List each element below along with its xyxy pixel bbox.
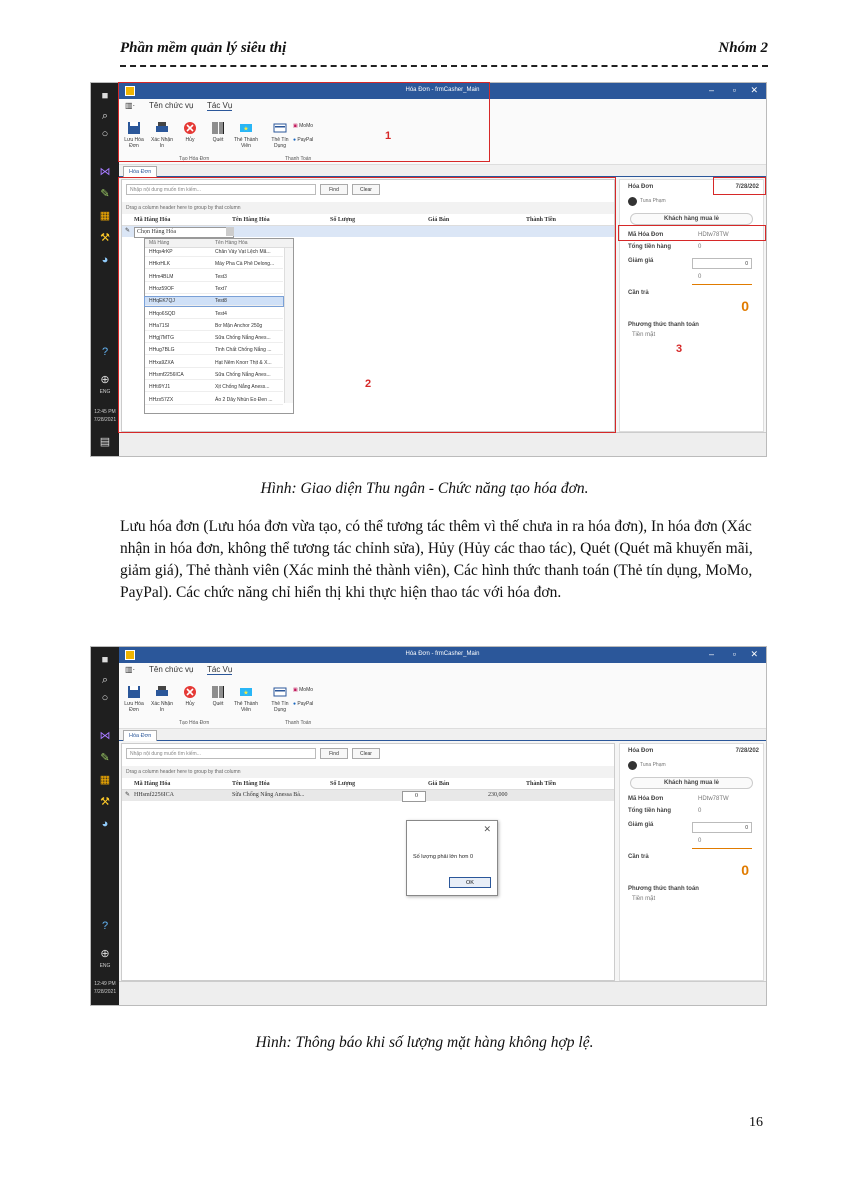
list-item-code: HHzx57ZX	[149, 396, 174, 403]
column-gia-ban[interactable]: Giá Bán	[428, 781, 450, 787]
list-item-code: HHgj7MTG	[149, 335, 175, 342]
find-button[interactable]: Find	[320, 748, 348, 759]
cancel-button[interactable]: Hủy	[177, 121, 203, 143]
user-name: Tuna Phạm	[640, 198, 666, 204]
maximize-icon[interactable]: ▫	[732, 649, 736, 659]
discount-input[interactable]: 0	[692, 822, 752, 833]
dropdown-col-name: Tên Hàng Hóa	[215, 240, 248, 246]
list-item-code: HHoz59OF	[149, 285, 175, 292]
windows-taskbar	[91, 83, 119, 456]
invoice-date: 7/28/202	[735, 184, 759, 190]
momo-icon: ▣	[293, 687, 298, 693]
column-so-luong[interactable]: Số Lượng	[330, 217, 356, 223]
total-label: Tổng tiền hàng	[628, 808, 671, 814]
list-item-name: Áo 2 Dây Nhún Eo Đen ...	[215, 396, 273, 403]
menu-tac-vu[interactable]: Tác Vụ	[207, 101, 233, 110]
visual-studio-icon[interactable]: ⋈	[99, 166, 111, 178]
help-icon[interactable]: ?	[101, 346, 109, 358]
edit-icon: ✎	[125, 792, 131, 798]
scan-button[interactable]: Quét	[205, 121, 231, 143]
task-view-icon[interactable]: ○	[101, 128, 109, 140]
clock-date[interactable]: 7/28/2021	[93, 417, 117, 423]
printer-icon	[155, 685, 169, 699]
list-item-name: Chân Váy Vạt Lệch Mã...	[215, 249, 271, 255]
close-icon[interactable]: ✕	[483, 824, 491, 834]
cancel-button[interactable]: Hủy	[177, 685, 203, 707]
user-icon	[628, 197, 637, 206]
momo-option[interactable]: ▣ MoMo	[293, 687, 314, 693]
find-button[interactable]: Find	[320, 184, 348, 195]
clock-time[interactable]: 12:49 PM	[94, 981, 116, 987]
tools-icon[interactable]: ⚒	[100, 232, 110, 244]
paypal-icon: ●	[293, 701, 297, 707]
annotation-label-2: 2	[365, 378, 372, 390]
maximize-icon[interactable]: ▫	[732, 85, 736, 95]
list-item-code: HHsmf2256ICA	[149, 372, 184, 378]
column-headers	[122, 778, 614, 790]
windows-start-icon[interactable]: ■	[101, 90, 109, 102]
caption-figure-2: Hình: Thông báo khi số lượng mặt hàng không hợp lệ.	[255, 1034, 594, 1051]
credit-card-button[interactable]: Thẻ Tín Dụng	[267, 685, 293, 713]
annotation-box-1	[118, 82, 490, 162]
list-item-name: Tinh Chất Chống Nắng ...	[215, 347, 272, 354]
help-icon[interactable]: ?	[101, 920, 109, 932]
search-input[interactable]: Nhập nội dung muốn tìm kiếm...	[126, 184, 316, 195]
search-icon[interactable]: ⌕	[101, 110, 109, 122]
app-icon[interactable]: ▦	[99, 774, 111, 786]
validation-dialog	[406, 820, 498, 896]
network-icon[interactable]: ⊕	[100, 948, 110, 960]
cancel-icon	[183, 685, 197, 699]
close-icon[interactable]: ✕	[750, 649, 758, 659]
group-panel: Drag a column header here to group by that column	[122, 766, 614, 778]
column-ten-hang-hoa[interactable]: Tên Hàng Hóa	[232, 781, 270, 787]
total-label: Tổng tiền hàng	[628, 244, 671, 250]
group-name: Nhóm 2	[718, 40, 768, 56]
list-item-name: Text7	[215, 285, 227, 292]
list-item-code: HHug7BLG	[149, 347, 175, 354]
code-label: Mã Hóa Đơn	[628, 796, 664, 802]
list-item-name: Hạt Nêm Knorr Thịt & X...	[215, 359, 272, 366]
momo-option[interactable]: ▣ MoMo	[293, 123, 314, 129]
member-card-button[interactable]: ★ Thẻ Thành Viên	[233, 685, 259, 713]
save-invoice-button[interactable]: Lưu Hóa Đơn	[121, 121, 147, 149]
paint-icon[interactable]: ✎	[100, 188, 110, 200]
status-bar	[119, 981, 766, 1005]
member-card-icon	[239, 685, 253, 699]
list-item-code: HHqs4rKP	[149, 249, 173, 255]
confirm-print-button[interactable]: Xác Nhận In	[149, 121, 175, 149]
window-title: Hóa Đơn - frmCasher_Main	[405, 87, 480, 93]
group-panel: Drag a column header here to group by that column	[122, 202, 614, 214]
dropdown-col-code: Mã Hàng	[149, 240, 170, 246]
list-item-code: HHti9YJ1	[149, 384, 171, 391]
annotation-label-3: 3	[676, 343, 683, 355]
list-item-code: HHkrHLK	[149, 261, 171, 268]
invoice-label: Hóa Đơn	[628, 184, 654, 190]
table-row[interactable]	[122, 790, 614, 801]
payment-method[interactable]: Tiền mặt	[632, 896, 656, 902]
column-ten-hang-hoa[interactable]: Tên Hàng Hóa	[232, 217, 270, 223]
body-paragraph: Lưu hóa đơn (Lưu hóa đơn vừa tạo, có thể tương tác thêm vì thế chưa in ra hóa đơn), In hóa đơn (Xác nhận in hóa đơn, không thể tương tác chỉnh sửa), Hủy (Hủy các thao tác), Quét (Quét mã khuyến mãi, giảm giá), Thẻ thành viên (Xác minh thẻ thành viên), Các hình thức thanh toán (Thẻ tín dụng, MoMo, PayPal). Các chức năng chỉ hiển thị khi thực hiện thao tác với hóa đơn.	[120, 518, 753, 601]
clock-time[interactable]: 12:45 PM	[94, 409, 116, 415]
minimize-icon[interactable]: –	[708, 85, 714, 95]
customer-button[interactable]: Khách hàng mua lẻ	[630, 777, 753, 789]
clear-button[interactable]: Clear	[352, 184, 380, 195]
invoice-code: HDtw78TW	[698, 796, 729, 802]
payment-method-label: Phương thức thanh toán	[628, 322, 699, 328]
status-bar	[119, 432, 766, 456]
task-view-icon[interactable]: ○	[101, 692, 109, 704]
title-bar	[119, 647, 766, 663]
clear-button[interactable]: Clear	[352, 748, 380, 759]
confirm-print-button[interactable]: Xác Nhận In	[149, 685, 175, 713]
paypal-option[interactable]: ● PayPal	[293, 701, 314, 707]
minimize-icon[interactable]: –	[708, 649, 714, 659]
tab-strip	[119, 729, 766, 741]
column-ma-hang-hoa[interactable]: Mã Hàng Hóa	[134, 781, 171, 787]
annotation-box-2	[118, 177, 616, 433]
total-value: 0	[698, 808, 702, 814]
column-ma-hang-hoa[interactable]: Mã Hàng Hóa	[134, 217, 171, 223]
product-select[interactable]: Chọn Hàng Hóa	[134, 227, 234, 238]
search-icon[interactable]: ⌕	[101, 674, 109, 686]
paint-icon[interactable]: ✎	[100, 752, 110, 764]
menu-tac-vu[interactable]: Tác Vụ	[207, 665, 233, 674]
invoice-label: Hóa Đơn	[628, 748, 654, 754]
due-label: Cần trả	[628, 290, 649, 296]
edit-icon: ✎	[125, 228, 131, 234]
windows-start-icon[interactable]: ■	[101, 654, 109, 666]
due-label: Cần trả	[628, 854, 649, 860]
payment-method[interactable]: Tiền mặt	[632, 332, 656, 338]
row-product-code[interactable]: HHsmf2256ICA	[134, 792, 174, 798]
header-divider	[120, 65, 768, 67]
page-number: 16	[749, 1115, 763, 1130]
group-create-invoice: Tạo Hóa Đơn	[179, 720, 210, 726]
annotation-box-date	[713, 177, 766, 195]
paypal-option[interactable]: ● PayPal	[293, 137, 314, 143]
group-payment: Thanh Toán	[285, 156, 312, 162]
list-item-name: Máy Pha Cà Phê Delong...	[215, 261, 275, 268]
due-value: 0	[741, 862, 749, 878]
code-label: Mã Hóa Đơn	[628, 232, 664, 238]
quantity-stepper[interactable]: 0	[402, 791, 426, 802]
discount-value: 0	[698, 838, 702, 844]
tab-hoa-don[interactable]: Hóa Đơn	[123, 730, 157, 741]
app-icon[interactable]: ▦	[99, 210, 111, 222]
due-divider	[692, 848, 752, 849]
annotation-box-code	[618, 225, 766, 241]
tab-strip	[119, 165, 766, 177]
invoice-summary	[619, 743, 764, 981]
row-product-name: Sữa Chống Nắng Anessa Bả...	[232, 792, 305, 798]
close-icon[interactable]: ✕	[750, 85, 758, 95]
discount-input[interactable]: 0	[692, 258, 752, 269]
windows-taskbar	[91, 647, 119, 1005]
menu-icon[interactable]: ▥·	[125, 101, 136, 110]
row-price: 230,000	[488, 792, 508, 798]
user-name: Tuna Phạm	[640, 762, 666, 768]
list-item-name: Xịt Chống Nắng Aness...	[215, 384, 270, 391]
payment-method-label: Phương thức thanh toán	[628, 886, 699, 892]
due-divider	[692, 284, 752, 285]
menu-ten-chuc-vu[interactable]: Tên chức vụ	[149, 101, 194, 110]
language-indicator[interactable]: ENG	[99, 389, 111, 395]
ribbon	[119, 663, 766, 729]
menu-icon[interactable]: ▥·	[125, 665, 136, 674]
window-title: Hóa Đơn - frmCasher_Main	[405, 651, 480, 657]
list-item-code: HHqEK7QJ	[149, 298, 175, 305]
list-item-name: Test8	[215, 298, 227, 305]
list-item-name: Sữa Chống Nắng Anes...	[215, 372, 271, 378]
invoice-summary	[619, 179, 764, 432]
list-item-name: Sữa Chống Nắng Anes...	[215, 335, 271, 342]
save-icon	[127, 685, 141, 699]
paypal-icon: ●	[293, 137, 297, 143]
column-gia-ban[interactable]: Giá Bán	[428, 217, 450, 223]
menu-ten-chuc-vu[interactable]: Tên chức vụ	[149, 665, 194, 674]
due-value: 0	[741, 298, 749, 314]
credit-card-button[interactable]: Thẻ Tín Dụng	[267, 121, 293, 149]
svg-text:★: ★	[243, 126, 249, 133]
total-value: 0	[698, 244, 702, 250]
search-input[interactable]: Nhập nội dung muốn tìm kiếm...	[126, 748, 316, 759]
page-header	[120, 40, 768, 70]
invoice-code: HDtw78TW	[698, 232, 729, 238]
caption-figure-1: Hình: Giao diện Thu ngân - Chức năng tạo hóa đơn.	[260, 480, 589, 497]
save-invoice-button[interactable]: Lưu Hóa Đơn	[121, 685, 147, 713]
language-indicator[interactable]: ENG	[99, 963, 111, 969]
invoice-grid	[121, 743, 615, 981]
barcode-icon	[211, 685, 225, 699]
visual-studio-icon[interactable]: ⋈	[99, 730, 111, 742]
tools-icon[interactable]: ⚒	[100, 796, 110, 808]
discount-label: Giảm giá	[628, 258, 654, 264]
notification-icon[interactable]: ▤	[99, 436, 111, 448]
column-thanh-tien[interactable]: Thành Tiền	[526, 781, 556, 787]
ok-button[interactable]: OK	[449, 877, 491, 888]
list-item-code: HHa71SI	[149, 322, 170, 329]
member-card-button[interactable]: ★ Thẻ Thành Viên	[233, 121, 259, 149]
annotation-label-1: 1	[385, 130, 392, 142]
list-item-name: Bơ Mặn Anchor 250g	[215, 322, 263, 329]
list-item-code: HHqo6SQD	[149, 310, 176, 317]
invoice-date: 7/28/202	[735, 748, 759, 754]
paint-palette-icon[interactable]: ◕	[101, 254, 109, 266]
customer-button[interactable]: Khách hàng mua lẻ	[630, 213, 753, 225]
list-item-code: HHm4BLM	[149, 273, 174, 280]
svg-text:★: ★	[243, 690, 249, 697]
list-item-name: Test4	[215, 310, 227, 317]
document-title: Phần mềm quản lý siêu thị	[120, 40, 287, 56]
group-payment: Thanh Toán	[285, 720, 312, 726]
discount-label: Giảm giá	[628, 822, 654, 828]
tab-hoa-don[interactable]: Hóa Đơn	[123, 166, 157, 177]
dialog-message: Số lượng phải lớn hơn 0	[413, 854, 474, 860]
network-icon[interactable]: ⊕	[100, 374, 110, 386]
paint-palette-icon[interactable]: ◕	[101, 818, 109, 830]
column-thanh-tien[interactable]: Thành Tiền	[526, 217, 556, 223]
column-so-luong[interactable]: Số Lượng	[330, 781, 356, 787]
group-create-invoice: Tạo Hóa Đơn	[179, 156, 210, 162]
momo-icon: ▣	[293, 123, 298, 129]
discount-value: 0	[698, 274, 702, 280]
credit-card-icon	[273, 685, 287, 699]
user-icon	[628, 761, 637, 770]
list-item-code: HHxa9ZXA	[149, 359, 175, 366]
scan-button[interactable]: Quét	[205, 685, 231, 707]
clock-date[interactable]: 7/28/2021	[93, 989, 117, 995]
list-item-name: Test3	[215, 273, 227, 280]
